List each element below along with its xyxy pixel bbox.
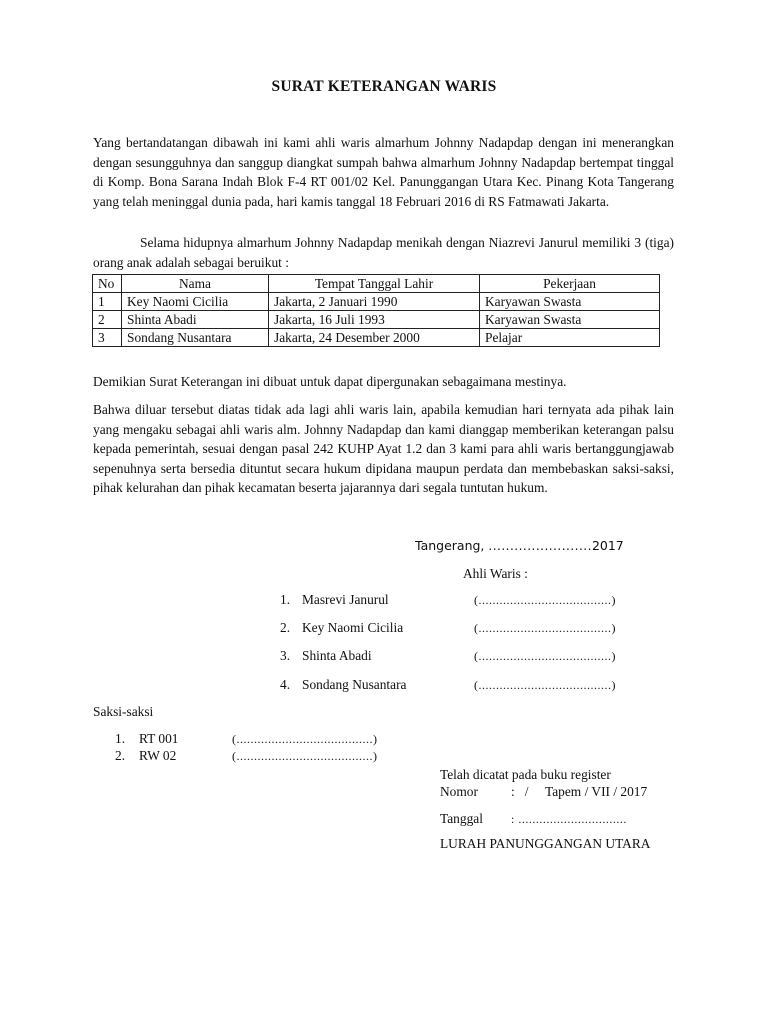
witness-number: 2. [115,748,126,763]
register-date-value: : ............................... [511,812,627,826]
cell-no: 2 [93,311,122,329]
heir-signature-line: (......................................) [474,678,616,692]
heir-name: Shinta Abadi [302,648,372,663]
col-header-no: No [93,275,122,293]
heir-number: 2. [280,620,291,635]
date-dots: ........................ [488,539,592,553]
cell-name: Shinta Abadi [122,311,269,329]
place-text: Tangerang, [415,538,485,553]
witness-name: RT 001 [139,731,179,746]
cell-birth: Jakarta, 2 Januari 1990 [269,293,480,311]
heirs-label: Ahli Waris : [463,566,528,581]
heir-signature-line: (......................................) [474,649,616,663]
register-note: Telah dicatat pada buku register [440,767,611,782]
witness-name: RW 02 [139,748,177,763]
children-table [92,274,660,347]
cell-no: 3 [93,329,122,347]
cell-no: 1 [93,293,122,311]
witness-signature-line: (.......................................) [232,732,378,746]
heir-signature-line: (......................................) [474,621,616,635]
cell-birth: Jakarta, 16 Juli 1993 [269,311,480,329]
register-number-value: : / Tapem / VII / 2017 [511,784,648,799]
place-date-line [415,538,624,553]
intro-paragraph: Yang bertandatangan dibawah ini kami ahli waris almarhum Johnny Nadapdap dengan ini menerangkan dengan sesungguhnya dan sanggup diangkat sumpah bahwa almarhum Johnny Nadapdap bertempat tinggal di Komp. Bona Sarana Indah Blok F-4 RT 001/02 Kel. Panunggangan Utara Kec. Pinang Kota Tangerang yang telah meninggal dunia pada, hari kamis tanggal 18 Februari 2016 di RS Fatmawati Jakarta. [93,135,674,209]
cell-birth: Jakarta, 24 Desember 2000 [269,329,480,347]
liability-paragraph: Bahwa diluar tersebut diatas tidak ada lagi ahli waris lain, apabila kemudian hari ternyata ada pihak lain yang mengaku sebagai ahli waris alm. Johnny Nadapdap dan kami dianggap memberikan keterangan palsu kepada pemerintah, sesuai dengan pasal 242 KUHP Ayat 1.2 dan 3 kami para ahli waris bertanggungjawab sepenuhnya serta bersedia dituntut secara hukum dipidana maupun perdata dan membebaskan saksi-saksi, pihak kelurahan dan pihak kecamatan beserta jajarannya dari segala tuntutan hukum. [93,402,674,495]
cell-job: Pelajar [480,329,660,347]
cell-name: Key Naomi Cicilia [122,293,269,311]
col-header-job: Pekerjaan [480,275,660,293]
col-header-name: Nama [122,275,269,293]
lurah-office: LURAH PANUNGGANGAN UTARA [440,836,651,851]
children-intro-paragraph: Selama hidupnya almarhum Johnny Nadapdap menikah dengan Niazrevi Janurul memiliki 3 (tiga) orang anak adalah sebagai beruikut : [93,235,674,270]
heir-signature-line: (......................................) [474,593,616,607]
witness-signature-line: (.......................................) [232,749,378,763]
heir-name: Key Naomi Cicilia [302,620,404,635]
register-number-label: Nomor [440,784,478,799]
register-date-label: Tanggal [440,811,483,826]
closing-statement: Demikian Surat Keterangan ini dibuat untuk dapat dipergunakan sebagaimana mestinya. [93,374,567,389]
heir-number: 4. [280,677,291,692]
document-title: SURAT KETERANGAN WARIS [271,78,497,95]
table-row [93,329,660,347]
cell-job: Karyawan Swasta [480,293,660,311]
heir-name: Sondang Nusantara [302,677,407,692]
table-row [93,293,660,311]
col-header-birth: Tempat Tanggal Lahir [269,275,480,293]
heir-name: Masrevi Janurul [302,592,389,607]
witness-number: 1. [115,731,126,746]
year-text: 2017 [591,538,624,553]
witnesses-label: Saksi-saksi [93,704,154,719]
cell-name: Sondang Nusantara [122,329,269,347]
heir-number: 3. [280,648,291,663]
table-header-row [93,275,660,293]
table-row [93,311,660,329]
heir-number: 1. [280,592,291,607]
cell-job: Karyawan Swasta [480,311,660,329]
